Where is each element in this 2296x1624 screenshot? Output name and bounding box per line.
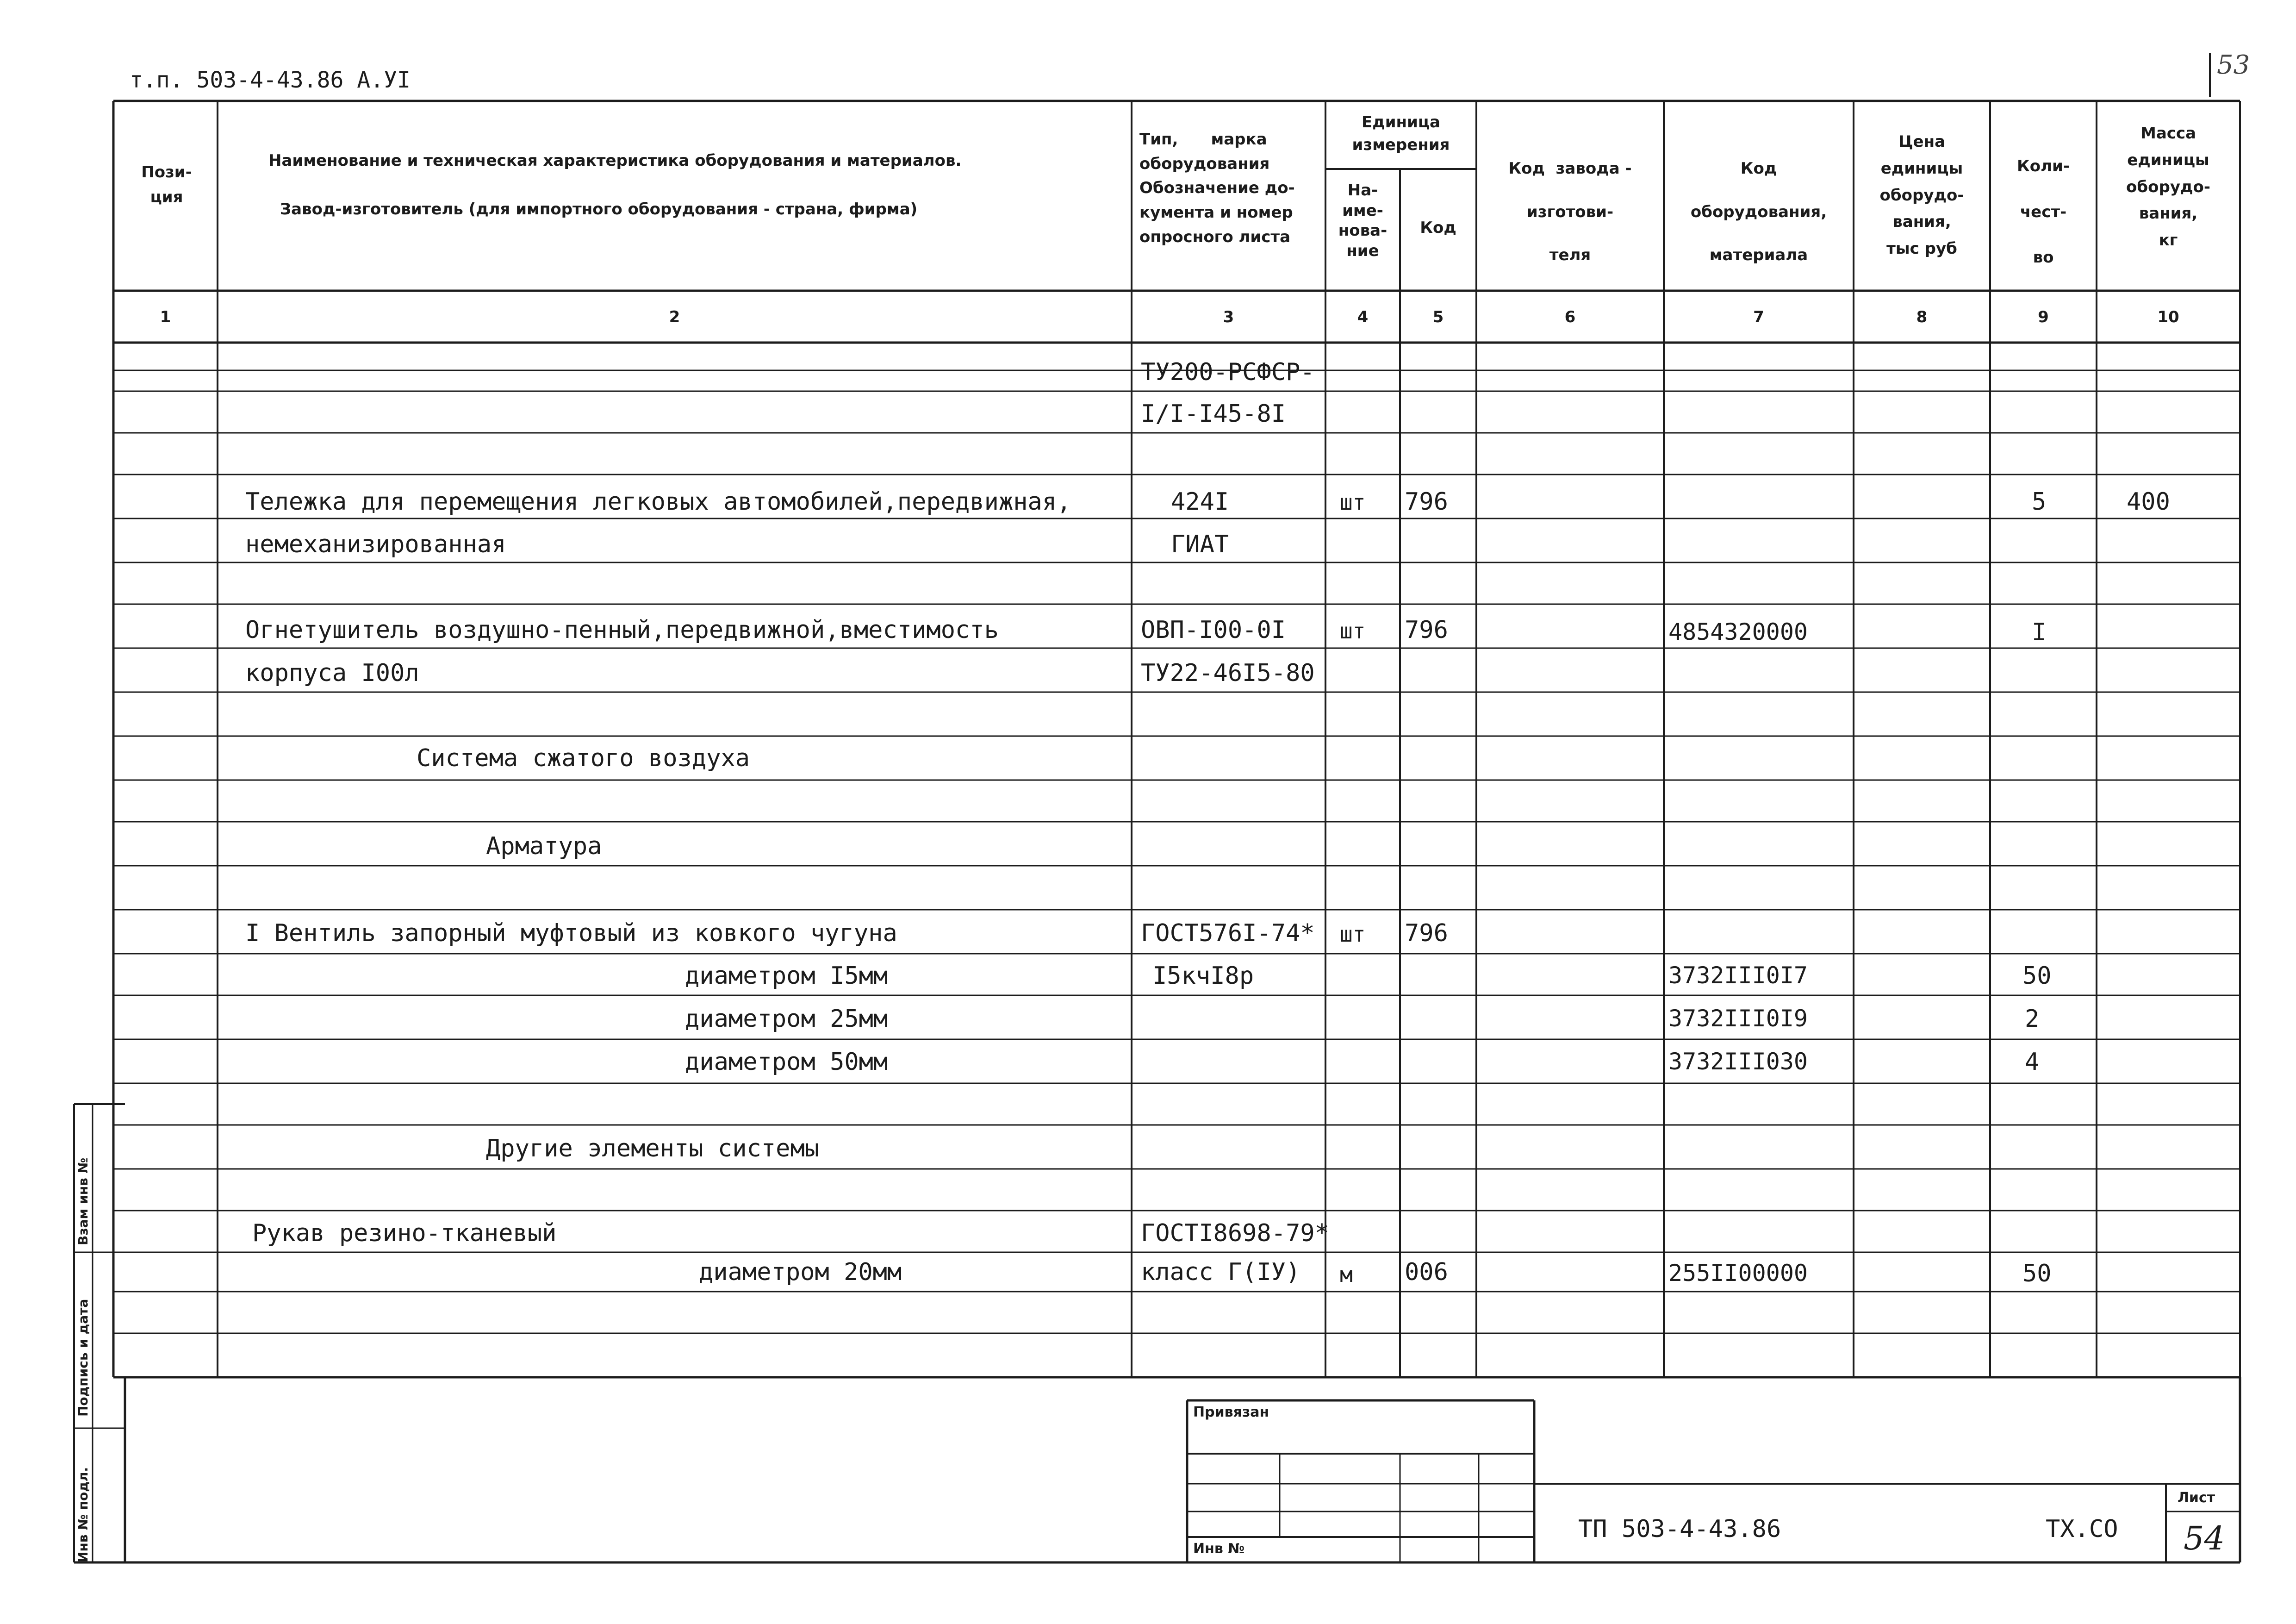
- stamp-sign-date: Подпись и дата: [75, 1299, 91, 1417]
- cell-unit-code: 796: [1405, 616, 1448, 644]
- sheet-number: 54: [2184, 1519, 2225, 1557]
- cell-type: ТУ200-РСФСР-: [1141, 358, 1315, 386]
- header-price: Цена единицы оборудо- вания, тыс руб: [1879, 132, 1964, 258]
- colnum-1: 1: [160, 308, 171, 326]
- colnum-3: 3: [1223, 308, 1234, 326]
- cell-unit-code: 006: [1405, 1258, 1448, 1286]
- header-name-line2: Завод-изготовитель (для импортного оборудования - страна, фирма): [280, 200, 918, 219]
- cell-quantity: 4: [2025, 1048, 2040, 1076]
- cell-name: Огнетушитель воздушно-пенный,передвижной,вместимость: [245, 616, 999, 644]
- title-block-privyazan: Привязан: [1193, 1404, 1269, 1420]
- cell-unit-name: шт: [1340, 922, 1366, 947]
- sheet-label: Лист: [2178, 1490, 2215, 1506]
- cell-type: ГОСТ576I-74*: [1141, 919, 1315, 947]
- cell-unit-code: 796: [1405, 488, 1448, 516]
- header-unit-name: На- име- нова- ние: [1338, 181, 1388, 260]
- cell-name: диаметром 20мм: [699, 1258, 902, 1286]
- document-code: ТП 503-4-43.86: [1578, 1515, 1781, 1543]
- cell-quantity: 2: [2025, 1005, 2040, 1033]
- colnum-4: 4: [1357, 308, 1369, 326]
- header-mass: Масса единицы оборудо- вания, кг: [2126, 124, 2210, 250]
- colnum-6: 6: [1564, 308, 1576, 326]
- header-unit: Единица измерения: [1352, 113, 1450, 155]
- cell-type: ТУ22-46I5-80: [1141, 659, 1315, 687]
- cell-name: Тележка для перемещения легковых автомобилей,передвижная,: [245, 488, 1071, 516]
- cell-type: ОВП-I00-0I: [1141, 616, 1286, 644]
- header-equipment-code: Код оборудования, материала: [1690, 159, 1827, 264]
- cell-quantity: I: [2032, 618, 2047, 646]
- cell-type: I/I-I45-8I: [1141, 400, 1286, 428]
- cell-unit-name: м: [1340, 1262, 1353, 1287]
- title-block-inv-label: Инв №: [1193, 1541, 1245, 1557]
- cell-quantity: 50: [2022, 1260, 2052, 1287]
- cell-type: ГИАТ: [1171, 531, 1229, 558]
- cell-type: I5кчI8р: [1152, 962, 1254, 990]
- cell-type: 424I: [1171, 488, 1229, 516]
- header-unit-code: Код: [1420, 219, 1456, 237]
- colnum-7: 7: [1753, 308, 1764, 326]
- cell-equipment-code: 255II00000: [1668, 1260, 1808, 1287]
- subsection-title: Арматура: [486, 832, 602, 860]
- cell-name: диаметром 50мм: [685, 1048, 888, 1076]
- cell-unit-code: 796: [1405, 919, 1448, 947]
- cell-type: ГОСТI8698-79*: [1141, 1219, 1329, 1247]
- colnum-2: 2: [669, 308, 680, 326]
- cell-type: класс Г(IУ): [1141, 1258, 1300, 1286]
- cell-quantity: 50: [2022, 962, 2052, 990]
- cell-equipment-code: 3732III030: [1668, 1048, 1808, 1075]
- corner-page-mark: 53: [2217, 50, 2250, 80]
- cell-name: Рукав резино-тканевый: [252, 1219, 557, 1247]
- colnum-9: 9: [2038, 308, 2049, 326]
- subsection-title: Другие элементы системы: [486, 1135, 820, 1162]
- stamp-vzam-inv: Взам инв №: [75, 1157, 91, 1245]
- cell-equipment-code: 4854320000: [1668, 618, 1808, 645]
- header-type: Тип, марка оборудования Обозначение до- кумента и номер опросного листа: [1139, 130, 1295, 246]
- cell-mass: 400: [2127, 488, 2170, 516]
- section-title: Система сжатого воздуха: [417, 744, 750, 772]
- header-name-line1: Наименование и техническая характеристика оборудования и материалов.: [268, 151, 962, 170]
- cell-name: I Вентиль запорный муфтовый из ковкого чугуна: [245, 919, 897, 947]
- sheet-code: ТХ.СО: [2046, 1515, 2118, 1543]
- colnum-5: 5: [1432, 308, 1444, 326]
- cell-name: немеханизированная: [245, 531, 506, 558]
- header-factory-code: Код завода - изготови- теля: [1508, 159, 1632, 264]
- document-reference: т.п. 503-4-43.86 А.УI: [130, 67, 411, 93]
- colnum-8: 8: [1916, 308, 1928, 326]
- colnum-10: 10: [2157, 308, 2179, 326]
- cell-name: диаметром 25мм: [685, 1005, 888, 1033]
- cell-equipment-code: 3732III0I7: [1668, 962, 1808, 989]
- cell-quantity: 5: [2032, 488, 2047, 516]
- cell-name: диаметром I5мм: [685, 962, 888, 990]
- cell-unit-name: шт: [1340, 490, 1366, 515]
- cell-unit-name: шт: [1340, 618, 1366, 643]
- header-quantity: Коли- чест- во: [2017, 157, 2070, 267]
- cell-equipment-code: 3732III0I9: [1668, 1005, 1808, 1032]
- stamp-inv-no-podl: Инв № подл.: [75, 1467, 91, 1562]
- header-position: Пози- ция: [141, 163, 192, 207]
- cell-name: корпуса I00л: [245, 659, 419, 687]
